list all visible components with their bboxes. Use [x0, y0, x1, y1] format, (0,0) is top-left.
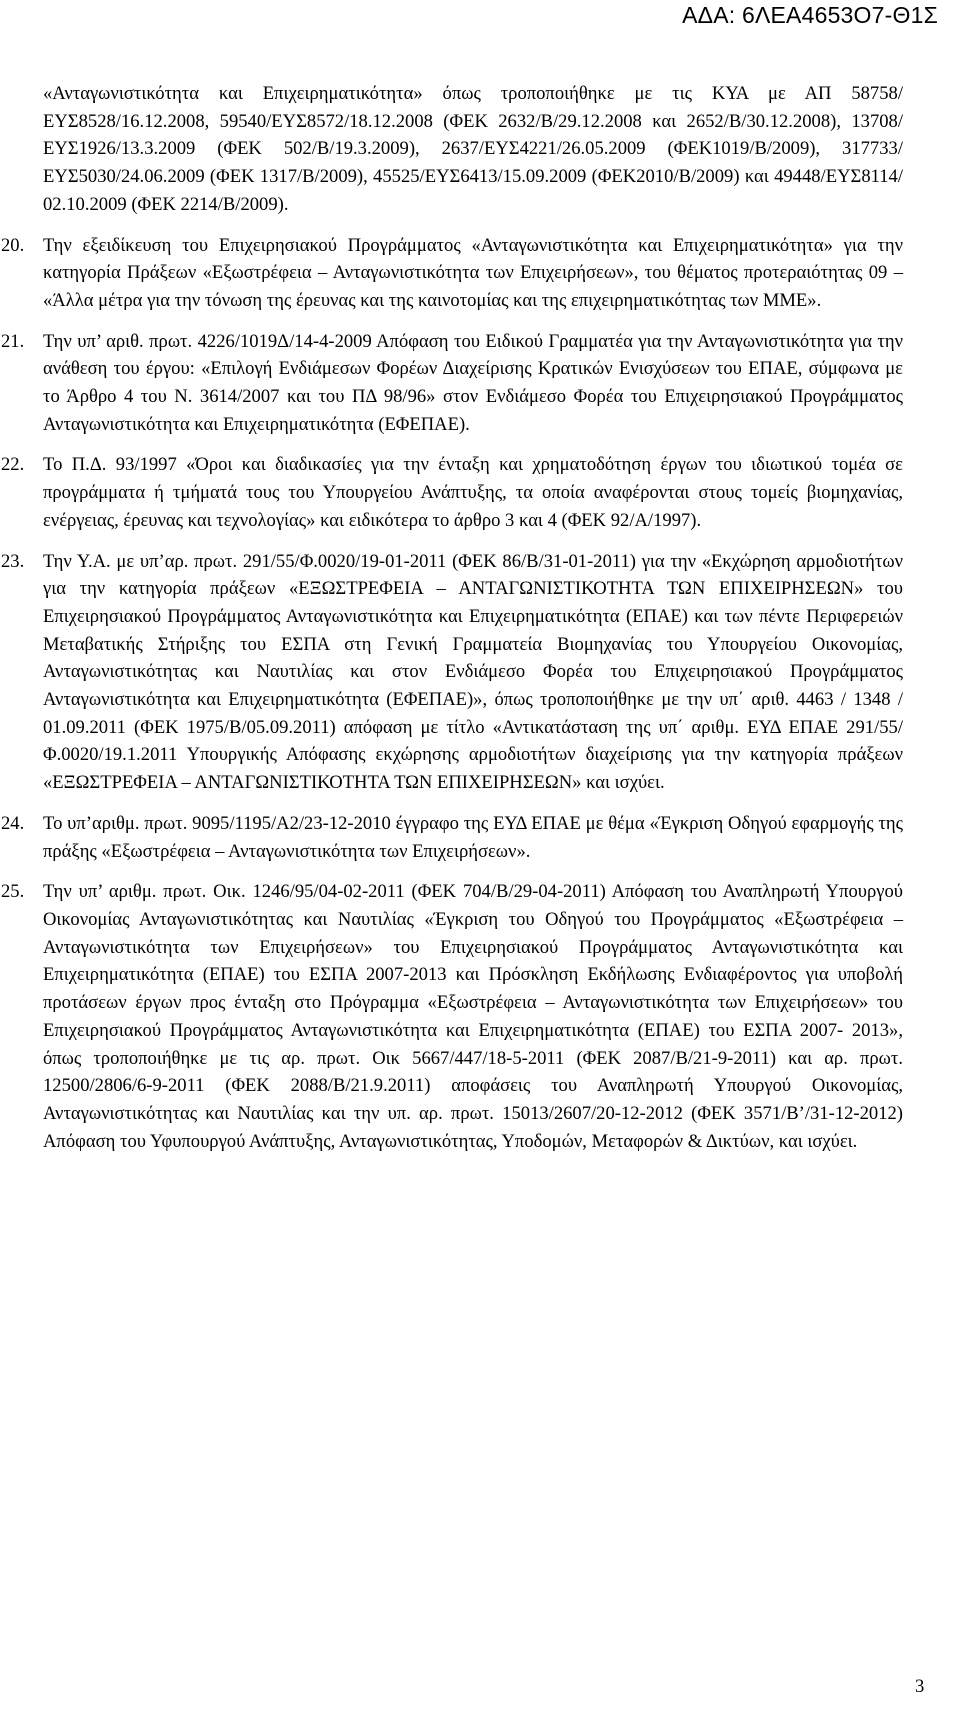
- list-item-22: [0, 451, 903, 534]
- list-item-text: Το Π.Δ. 93/1997 «Όροι και διαδικασίες για την ένταξη και χρηματοδότηση έργων του ιδιωτικού τομέα σε προγράμματα ή τμήματά τους του Υπουργείου Ανάπτυξης, τα οποία αναφέρονται στους τομείς βιομηχανίας, ενέργειας, έρευνας και τεχνολογίας» και ειδικότερα το άρθρο 3 και 4 (ΦΕΚ 92/Α/1997).: [43, 454, 903, 531]
- page-number: 3: [915, 1676, 925, 1697]
- list-item-23: [0, 548, 903, 797]
- list-item-number: 24.: [1, 812, 25, 834]
- list-item-text: Την Υ.Α. με υπ’αρ. πρωτ. 291/55/Φ.0020/19-01-2011 (ΦΕΚ 86/Β/31-01-2011) για την «Εκχώρηση αρμοδιοτήτων για την κατηγορία πράξεων «ΕΞΩΣΤΡΕΦΕΙΑ – ΑΝΤΑΓΩΝΙΣΤΙΚΟΤΗΤΑ ΤΩΝ ΕΠΙΧΕΙΡΗΣΕΩΝ» του Επιχειρησιακού Προγράμματος Ανταγωνιστικότητα και Επιχειρηματικότητα (ΕΠΑΕ) και των πέντε Περιφερειών Μεταβατικής Στήριξης του ΕΣΠΑ στη Γενική Γραμματεία Βιομηχανίας του Υπουργείου Οικονομίας, Ανταγωνιστικότητας και Ναυτιλίας και στον Ενδιάμεσο Φορέα του Επιχειρησιακού Προγράμματος Ανταγωνιστικότητα και Επιχειρηματικότητα (ΕΦΕΠΑΕ)», όπως τροποποιήθηκε με την υπ΄ αριθ. 4463 / 1348 / 01.09.2011 (ΦΕΚ 1975/Β/05.09.2011) απόφαση με τίτλο «Αντικατάσταση της υπ΄ αριθμ. ΕΥΔ ΕΠΑΕ 291/55/Φ.0020/19.1.2011 Υπουργικής Απόφασης εκχώρησης αρμοδιοτήτων διαχείρισης για την κατηγορία πράξεων «ΕΞΩΣΤΡΕΦΕΙΑ – ΑΝΤΑΓΩΝΙΣΤΙΚΟΤΗΤΑ ΤΩΝ ΕΠΙΧΕΙΡΗΣΕΩΝ» και ισχύει.: [43, 550, 903, 794]
- list-item-21: [0, 328, 903, 439]
- document-body: [0, 80, 960, 1168]
- list-item-20: [0, 232, 903, 315]
- list-item-number: 22.: [1, 454, 25, 476]
- list-item-number: 20.: [1, 234, 25, 256]
- list-item-text: Την υπ’ αριθ. πρωτ. 4226/1019Δ/14-4-2009 Απόφαση του Ειδικού Γραμματέα για την Ανταγωνιστικότητα για την ανάθεση του έργου: «Επιλογή Ενδιάμεσων Φορέων Διαχείρισης Κρατικών Ενισχύσεων του ΕΠΑΕ, σύμφωνα με το Άρθρο 4 του Ν. 3614/2007 και του ΠΔ 98/96» στον Ενδιάμεσο Φορέα του Επιχειρησιακού Προγράμματος Ανταγωνιστικότητα και Επιχειρηματικότητα (ΕΦΕΠΑΕ).: [43, 330, 903, 435]
- list-item-text: Την υπ’ αριθμ. πρωτ. Οικ. 1246/95/04-02-2011 (ΦΕΚ 704/Β/29-04-2011) Απόφαση του Αναπληρωτή Υπουργού Οικονομίας Ανταγωνιστικότητας και Ναυτιλίας «Έγκριση του Οδηγού του Προγράμματος «Εξωστρέφεια – Ανταγωνιστικότητα των Επιχειρήσεων» του Επιχειρησιακού Προγράμματος Ανταγωνιστικότητα και Επιχειρηματικότητα (ΕΠΑΕ) του ΕΣΠΑ 2007-2013 και Πρόσκληση Εκδήλωσης Ενδιαφέροντος για υποβολή προτάσεων έργων προς ένταξη στο Πρόγραμμα «Εξωστρέφεια – Ανταγωνιστικότητα των Επιχειρήσεων» του Επιχειρησιακού Προγράμματος Ανταγωνιστικότητα και Επιχειρηματικότητα (ΕΠΑΕ) του ΕΣΠΑ 2007- 2013», όπως τροποποιήθηκε με τις αρ. πρωτ. Οικ 5667/447/18-5-2011 (ΦΕΚ 2087/Β/21-9-2011) και αρ. πρωτ. 12500/2806/6-9-2011 (ΦΕΚ 2088/Β/21.9.2011) αποφάσεις του Αναπληρωτή Υπουργού Οικονομίας, Ανταγωνιστικότητας και Ναυτιλίας και την υπ. αρ. πρωτ. 15013/2607/20-12-2012 (ΦΕΚ 3571/Β’/31-12-2012) Απόφαση του Υφυπουργού Ανάπτυξης, Ανταγωνιστικότητας, Υποδομών, Μεταφορών & Δικτύων, και ισχύει.: [43, 881, 903, 1152]
- ada-code-header: ΑΔΑ: 6ΛΕΑ4653Ο7-Θ1Σ: [682, 2, 938, 28]
- intro-paragraph-continuation: «Ανταγωνιστικότητα και Επιχειρηματικότητα» όπως τροποποιήθηκε με τις ΚΥΑ με ΑΠ 58758/ΕΥΣ8528/16.12.2008, 59540/ΕΥΣ8572/18.12.2008 (ΦΕΚ 2632/Β/29.12.2008 και 2652/Β/30.12.2008), 13708/ΕΥΣ1926/13.3.2009 (ΦΕΚ 502/Β/19.3.2009), 2637/ΕΥΣ4221/26.05.2009 (ΦΕΚ1019/Β/2009), 317733/ΕΥΣ5030/24.06.2009 (ΦΕΚ 1317/Β/2009), 45525/ΕΥΣ6413/15.09.2009 (ΦΕΚ2010/Β/2009) και 49448/ΕΥΣ8114/ 02.10.2009 (ΦΕΚ 2214/Β/2009).: [43, 83, 903, 215]
- list-item-number: 23.: [1, 550, 25, 572]
- list-item-24: [0, 810, 903, 865]
- list-item-number: 25.: [1, 881, 25, 903]
- list-item-text: Την εξειδίκευση του Επιχειρησιακού Προγράμματος «Ανταγωνιστικότητα και Επιχειρηματικότητα» για την κατηγορία Πράξεων «Εξωστρέφεια – Ανταγωνιστικότητα των Επιχειρήσεων», του θέματος προτεραιότητας 09 – «Άλλα μέτρα για την τόνωση της έρευνας και της καινοτομίας και της επιχειρηματικότητας των ΜΜΕ».: [43, 234, 903, 311]
- list-item-25: [0, 878, 903, 1155]
- list-item-text: Το υπ’αριθμ. πρωτ. 9095/1195/Α2/23-12-2010 έγγραφο της ΕΥΔ ΕΠΑΕ με θέμα «Έγκριση Οδηγού εφαρμογής της πράξης «Εξωστρέφεια – Ανταγωνιστικότητα των Επιχειρήσεων».: [43, 812, 903, 862]
- list-item-number: 21.: [1, 330, 25, 352]
